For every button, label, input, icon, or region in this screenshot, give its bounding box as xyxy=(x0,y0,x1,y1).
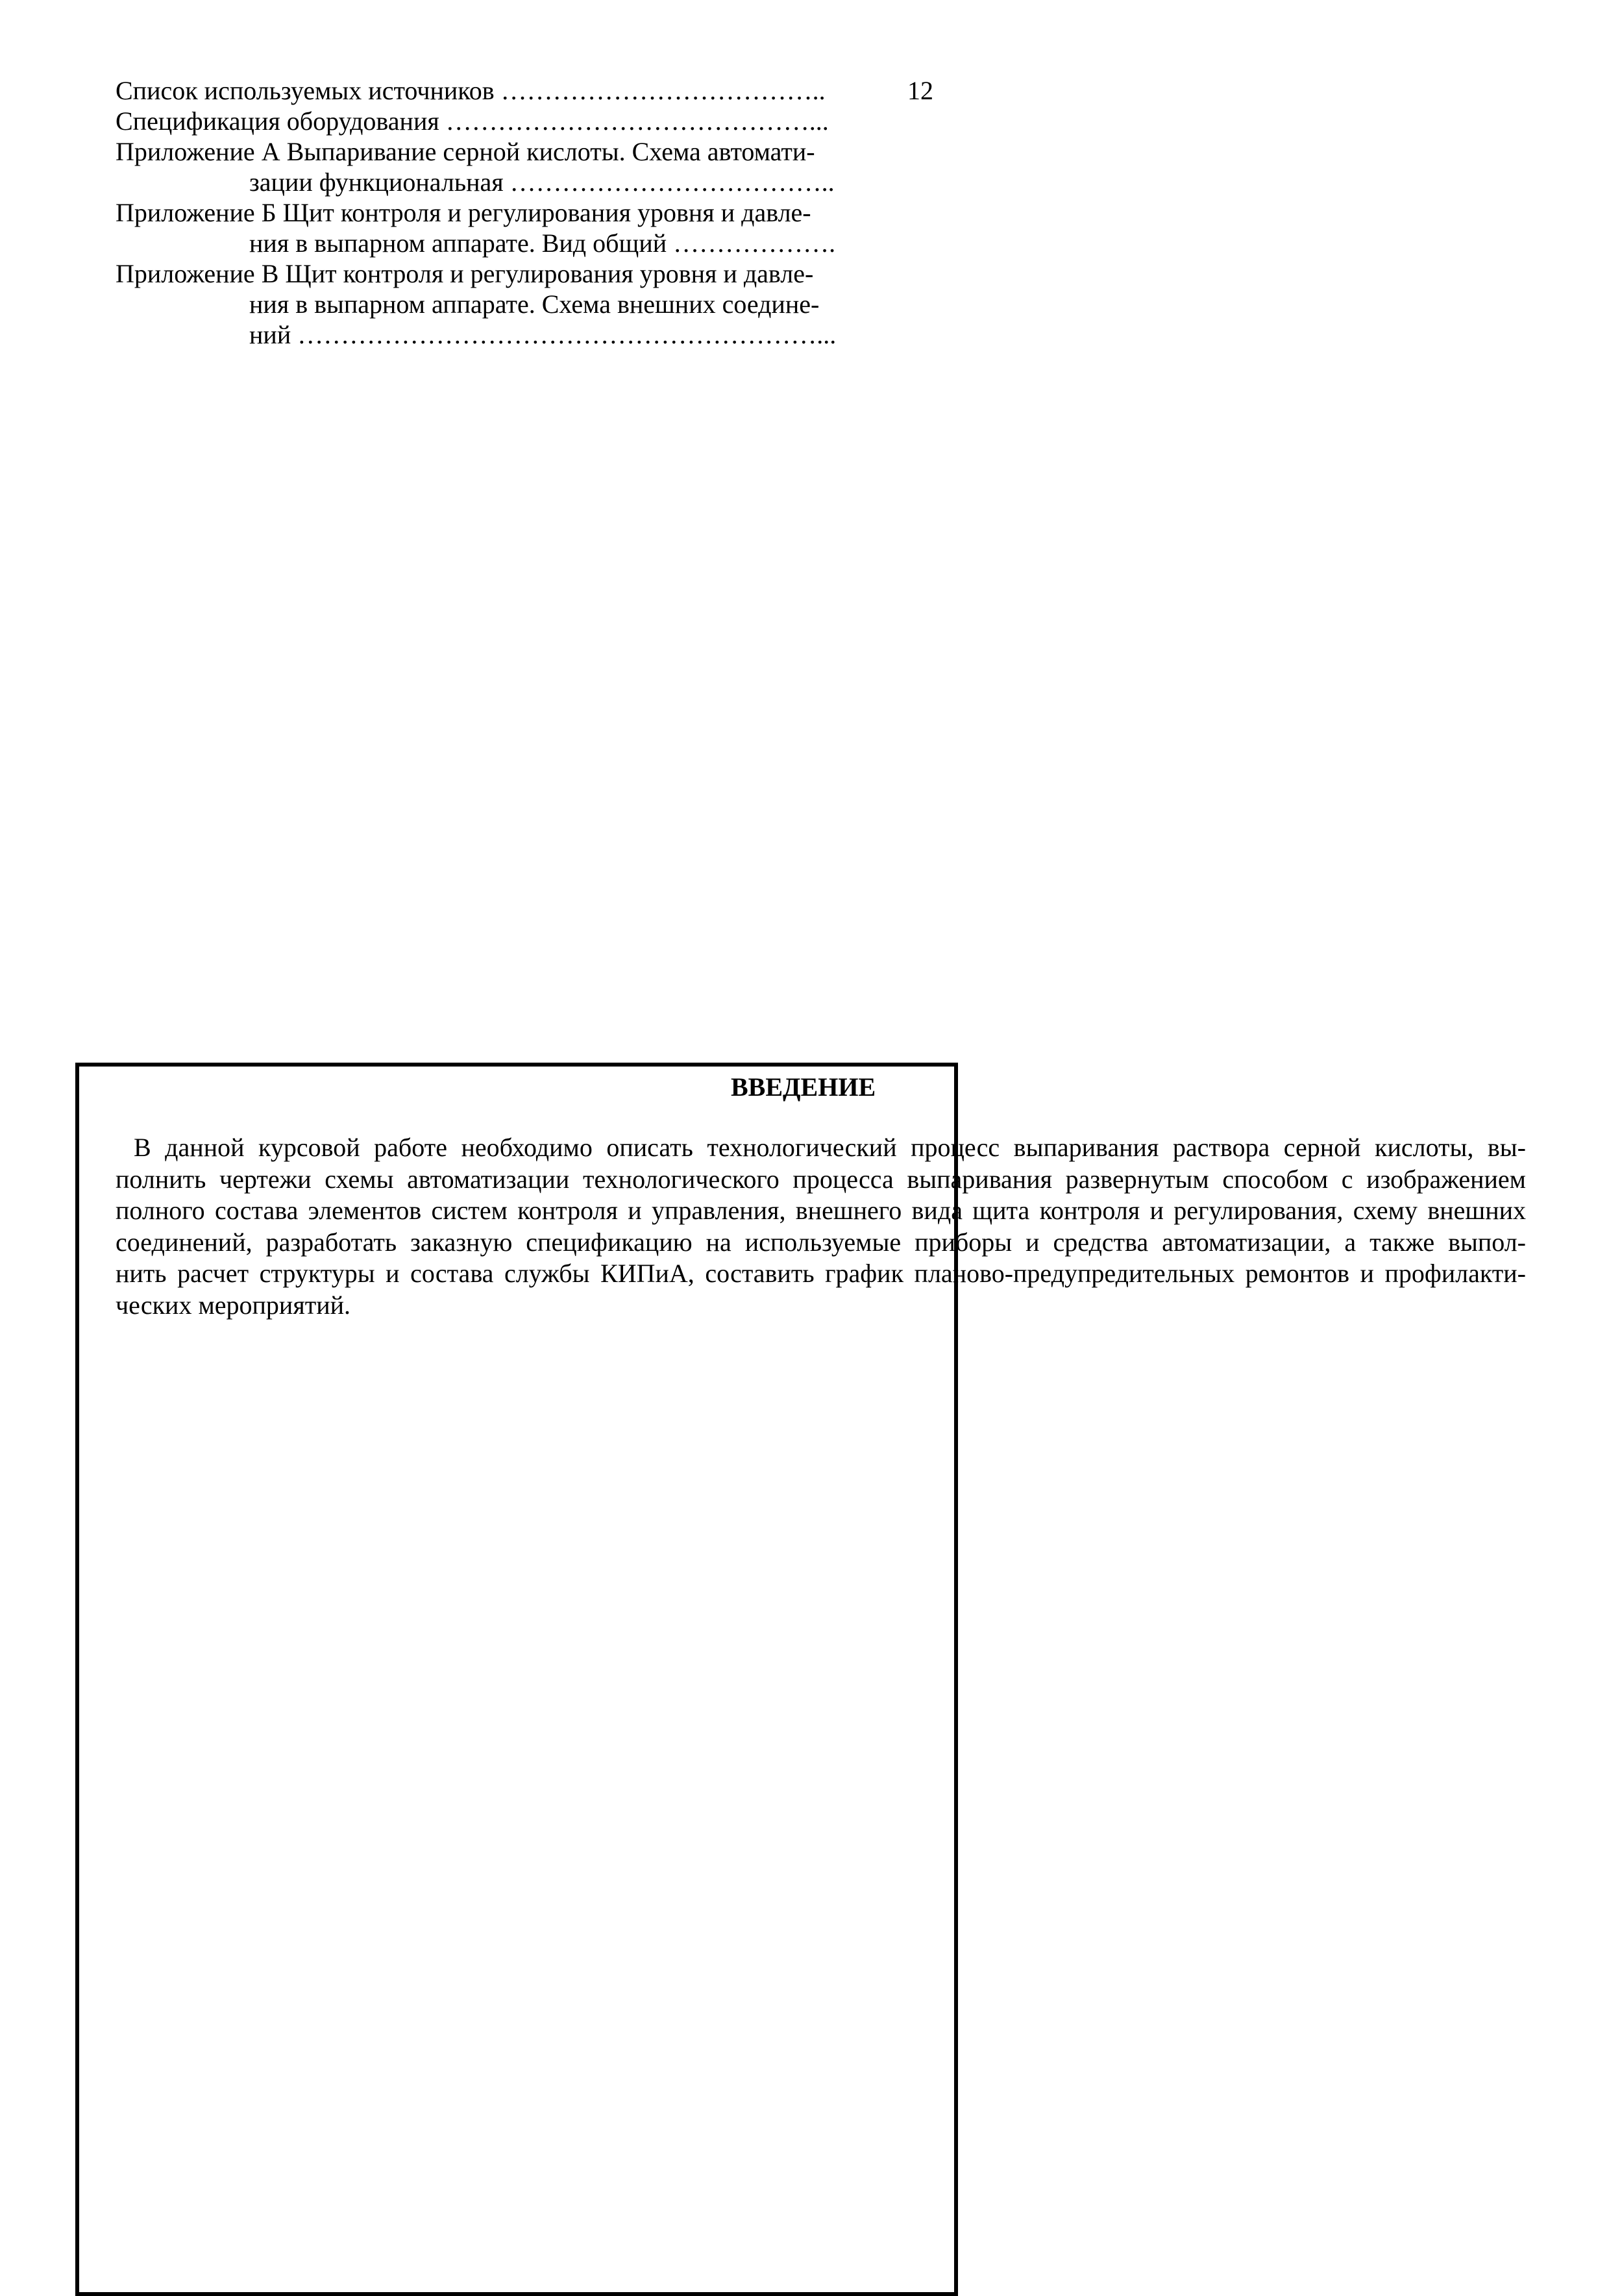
toc-line: ний ……………………………………………………... xyxy=(249,320,837,349)
section-heading: ВВЕДЕНИЕ xyxy=(731,1072,876,1102)
paragraph-line: ческих мероприятий. xyxy=(116,1290,351,1320)
toc-line: зации функциональная ……………………………….. xyxy=(249,167,835,197)
toc-entry-appendix-b xyxy=(116,197,959,258)
table-of-contents xyxy=(116,75,959,350)
paragraph-line: соединений, разработать заказную спецификацию на используемые приборы и средства автоматизации, а также выпол- xyxy=(116,1227,1526,1257)
toc-line: Спецификация оборудования ……………………………………... xyxy=(116,106,829,136)
paragraph-line: полного состава элементов систем контроля и управления, внешнего вида щита контроля и регулирования, схему внешних xyxy=(116,1196,1526,1225)
paragraph-line: полнить чертежи схемы автоматизации технологического процесса выпаривания развернутым способом с изображением xyxy=(116,1164,1526,1194)
toc-line: ния в выпарном аппарате. Вид общий ………………. xyxy=(249,228,836,258)
toc-line: Приложение В Щит контроля и регулирования уровня и давле- xyxy=(116,259,814,288)
toc-line: Приложение Б Щит контроля и регулирования уровня и давле- xyxy=(116,198,811,227)
introduction-paragraph xyxy=(116,1132,1526,1321)
toc-line: ния в выпарном аппарате. Схема внешних соедине- xyxy=(249,290,820,319)
toc-entry-appendix-v xyxy=(116,258,959,350)
paragraph-line: нить расчет структуры и состава службы КИПиА, составить график планово-предупредительных ремонтов и профилакти- xyxy=(116,1259,1526,1288)
toc-entry-sources xyxy=(116,75,959,106)
toc-line: Список используемых источников ……………………………….. xyxy=(116,76,826,105)
toc-entry-specification xyxy=(116,106,959,136)
toc-page-number: 12 xyxy=(907,76,933,105)
toc-entry-appendix-a xyxy=(116,136,959,197)
toc-line: Приложение А Выпаривание серной кислоты. Схема автомати- xyxy=(116,137,815,166)
paragraph-line: В данной курсовой работе необходимо описать технологический процесс выпаривания раствора серной кислоты, вы- xyxy=(134,1133,1526,1162)
